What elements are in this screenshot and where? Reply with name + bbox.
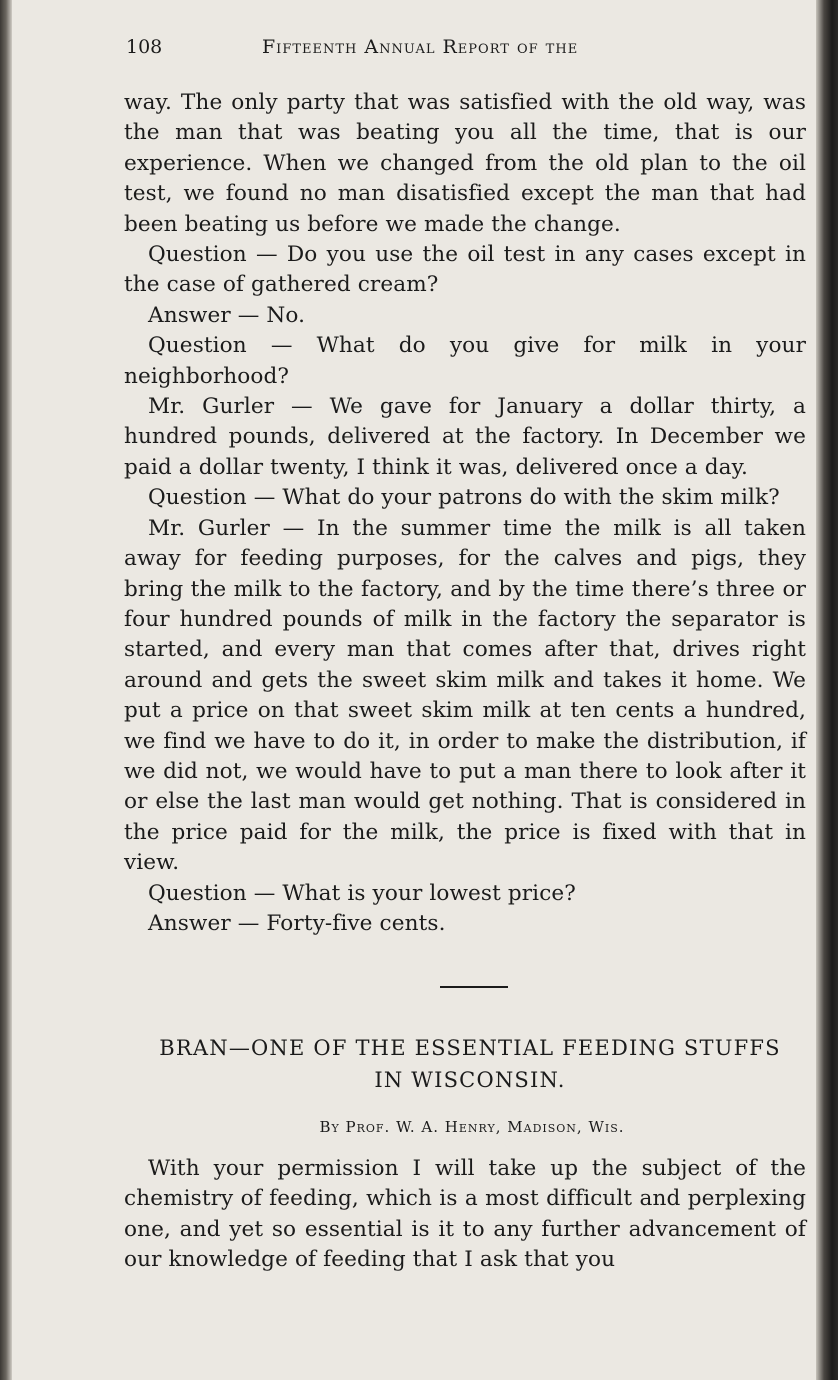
article-opening-paragraph: With your permission I will take up the subject of the chemistry of feeding, which is a most difficult and perplexing one, and yet so essential is it to any further advancement of our knowledge of feeding that I ask that you [124, 1156, 806, 1273]
paragraph-answer: Mr. Gurler — In the summer time the milk is all taken away for feeding purposes, for the calves and pigs, they bring the milk to the factory, and by the time there’s three or four hundred pounds of milk in the factory the separator is started, and every man that comes after that, drives right around and gets the sweet skim milk and takes it home. We put a price on that sweet skim milk at ten cents a hundred, we find we have to do it, in order to make the distribution, if we did not, we would have to put a man there to look after it or else the last man would get nothing. That is considered in the price paid for the milk, the price is fixed with that in view. [124, 515, 806, 876]
section-divider [440, 986, 508, 988]
page-number: 108 [126, 36, 163, 58]
article-title-line: IN WISCONSIN. [374, 1068, 566, 1092]
paragraph-question: Question — What is your lowest price? [148, 880, 576, 906]
running-title: Fifteenth Annual Report of the [262, 36, 579, 58]
paragraph-question: Question — Do you use the oil test in any cases except in the case of gathered cream? [124, 242, 806, 298]
article-byline: By Prof. W. A. Henry, Madison, Wis. [319, 1118, 625, 1136]
paragraph-answer: Answer — Forty-five cents. [148, 910, 446, 936]
paragraph-question: Question — What do you give for milk in your neighborhood? [124, 333, 806, 389]
book-spine-shadow [0, 0, 12, 1380]
article-title [120, 1032, 820, 1096]
paragraph-continued: way. The only party that was satisfied with the old way, was the man that was beating you all the time, that is our experience. When we changed from the old plan to the oil test, we found no man disatisfied except the man that had been beating us before we made the change. [124, 90, 806, 237]
book-edge-shadow [816, 0, 838, 1380]
transcript-text [124, 88, 806, 939]
paragraph-question: Question — What do your patrons do with the skim milk? [148, 485, 780, 511]
article-body [124, 1154, 806, 1276]
paragraph-answer: Answer — No. [148, 302, 306, 328]
book-page [12, 0, 816, 1380]
running-header [126, 36, 706, 66]
article-title-line: BRAN—ONE OF THE ESSENTIAL FEEDING STUFFS [159, 1036, 781, 1060]
paragraph-answer: Mr. Gurler — We gave for January a dollar thirty, a hundred pounds, delivered at the factory. In December we paid a dollar twenty, I think it was, delivered once a day. [124, 394, 806, 480]
